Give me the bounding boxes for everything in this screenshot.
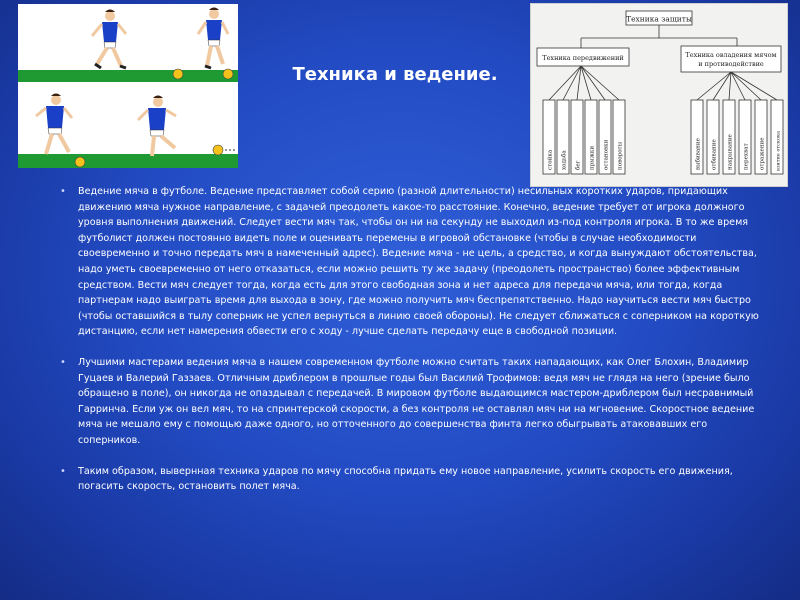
paragraph — [60, 184, 760, 340]
diagram-leaf-label: накрывание — [727, 134, 734, 170]
bullet-icon: • — [60, 186, 66, 197]
diagram-leaf-label: остановки — [603, 139, 610, 170]
diagram-leaf-label: отбивание — [711, 139, 718, 170]
player-figure — [138, 96, 176, 157]
bullet-icon: • — [60, 356, 66, 368]
diagram-leaf-label: ходьба — [561, 150, 568, 170]
diagram-right-branch-label: Техника овладения мячом — [685, 51, 777, 59]
paragraph — [60, 464, 760, 495]
diagram-leaf-label: выбивание — [695, 138, 702, 170]
diagram-left-branch-label: Техника передвижений — [542, 54, 624, 62]
diagram-root-label: Техника защиты — [626, 14, 692, 24]
diagram-leaf-label: прыжки — [589, 145, 596, 170]
paragraph-text: Таким образом, вывернная техника ударов по мячу способна придать ему новое направление, усилить скорость его движения, погасить скорость, остановить полет мяча. — [78, 465, 733, 493]
slide-title: Техника и ведение. — [292, 64, 498, 85]
diagram-leaf-label: стойка — [547, 149, 554, 170]
diagram-right-branch-label: и противодействие — [698, 60, 764, 68]
diagram-leaf-label: взятие отскока — [775, 130, 782, 171]
paragraph-text: Ведение мяча в футболе. Ведение представляет собой серию (разной длительности) несильных коротких ударов, придающих движению мяча нужное направление, с задачей преодолеть какое-то расстояние. Конечно, ведение требует от игрока должного уровня выполнения движений. Следует вести мяч так, чтобы он ни на секунду не выходил из-под контроля игрока. В то же время футболист должен постоянно видеть поле и оценивать перемены в игровой обстановке (чтобы в случае необходимости своевременно и точно передать мяч в намеченный адрес). Ведение мяча - не цель, а средство, и когда вынуждают обстоятельства, надо уметь своевременно от него отказаться, если можно решить ту же задачу (преодолеть пространство) более эффективным средством. Вести мяч следует тогда, когда есть для этого свободная зона и нет адреса для передачи мяча, или тогда, когда партнерам надо выиграть время для выхода в зону, где можно получить мяч беспрепятственно. Надо научиться вести мяч быстро (чтобы оставшийся в тылу соперник не успел вернуться в линию своей обороны). Не следует сближаться с соперником на короткую дистанцию, если нет намерения обвести его с ходу - лучше сделать передачу еще в свободной позиции. — [78, 186, 759, 338]
player-figure — [92, 10, 126, 69]
diagram-leaf-label: повороты — [617, 141, 624, 170]
player-figure — [36, 94, 72, 155]
ball-icon — [75, 157, 85, 167]
defense-technique-diagram — [530, 3, 788, 187]
ball-icon — [213, 145, 223, 155]
paragraph-text: Лучшими мастерами ведения мяча в нашем современном футболе можно считать таких нападающих, как Олег Блохин, Владимир Гуцаев и Валерий Газзаев. Отличным дриблером в прошлые годы был Василий Трофимов: ведя мяч не глядя на него (зрение было обращено в поле), он никогда не опаздывал с передачей. В мировом футболе выдающимся мастером-дриблером был несравнимый Гарринча. Если уж он вел мяч, то на спринтерской скорости, а без контроля не оставлял мяч ни на мгновение. Скоростное ведение мяча не мешало ему с помощью даже одного, но отточенного до совершенства финта легко обыгрывать атаковавших его соперников. — [78, 356, 755, 446]
diagram-leaf-label: отражение — [759, 137, 766, 170]
ball-icon — [173, 69, 183, 79]
slide-body — [60, 184, 760, 495]
paragraph — [60, 355, 760, 449]
bullet-icon: • — [60, 465, 66, 477]
diagram-leaf-label: бег — [575, 160, 582, 170]
player-figure — [198, 8, 228, 69]
diagram-leaf-label: перехват — [743, 143, 750, 170]
football-players-illustration — [18, 4, 238, 168]
ball-icon — [223, 69, 233, 79]
